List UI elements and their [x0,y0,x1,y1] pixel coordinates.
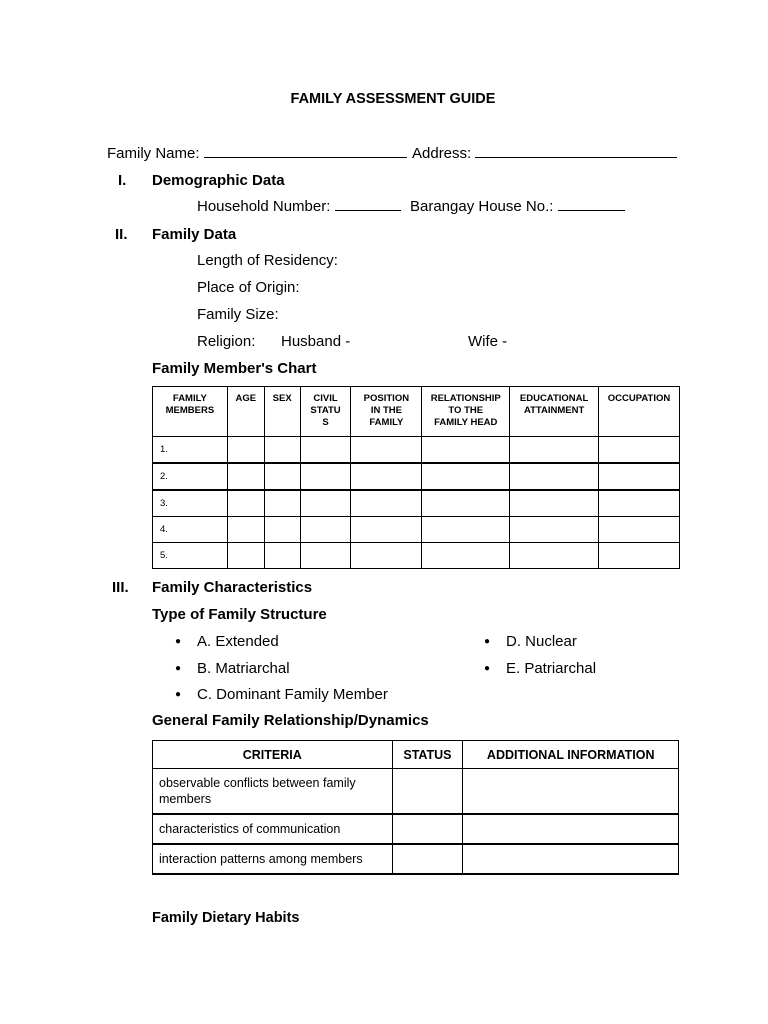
table-cell[interactable] [422,463,510,490]
table-cell[interactable] [351,543,422,569]
wife-label: Wife - [468,333,508,350]
dynamics-table [152,740,679,875]
header-status: STATUS [392,741,463,769]
header-family-members: FAMILY MEMBERS [153,387,228,437]
status-cell[interactable] [392,844,463,874]
table-row [153,543,680,569]
row-number: 5. [153,543,228,569]
table-cell[interactable] [227,463,264,490]
structure-option-nuclear: ● D. Nuclear [506,633,577,650]
household-row [197,198,401,215]
row-number: 3. [153,490,228,517]
page-title: FAMILY ASSESSMENT GUIDE [290,91,496,107]
row-number: 4. [153,517,228,543]
table-cell[interactable] [422,437,510,464]
family-members-chart-heading: Family Member's Chart [152,360,317,377]
family-name-row [107,145,407,162]
structure-option-matriarchal: ● B. Matriarchal [197,660,290,677]
barangay-field[interactable] [558,198,625,211]
table-cell[interactable] [510,463,599,490]
status-cell[interactable] [392,814,463,844]
section-2-numeral: II. [115,226,128,243]
table-row [153,517,680,543]
criteria-cell: characteristics of communication [153,814,393,844]
table-cell[interactable] [599,463,680,490]
header-age: AGE [227,387,264,437]
table-cell[interactable] [422,543,510,569]
table-cell[interactable] [300,543,351,569]
table-header-row [153,387,680,437]
table-cell[interactable] [300,517,351,543]
header-occupation: OCCUPATION [599,387,680,437]
family-members-table [152,386,680,569]
table-cell[interactable] [510,543,599,569]
table-row [153,490,680,517]
table-cell[interactable] [351,437,422,464]
table-cell[interactable] [264,517,300,543]
section-3-heading: Family Characteristics [152,579,313,596]
structure-option-extended: ● A. Extended [197,633,279,650]
husband-label: Husband - [281,333,351,350]
table-cell[interactable] [599,517,680,543]
table-row [153,463,680,490]
criteria-cell: observable conflicts between family members [153,769,393,815]
residency-label: Length of Residency: [197,252,338,269]
table-cell[interactable] [351,463,422,490]
table-cell[interactable] [510,490,599,517]
table-cell[interactable] [227,437,264,464]
additional-info-cell[interactable] [463,814,679,844]
dynamics-heading: General Family Relationship/Dynamics [152,712,429,729]
table-cell[interactable] [264,437,300,464]
table-row [153,437,680,464]
table-cell[interactable] [264,463,300,490]
header-education: EDUCATIONAL ATTAINMENT [510,387,599,437]
header-relationship: RELATIONSHIP TO THE FAMILY HEAD [422,387,510,437]
table-cell[interactable] [264,490,300,517]
table-cell[interactable] [351,490,422,517]
section-1-heading: Demographic Data [152,172,285,189]
family-name-field[interactable] [204,145,407,158]
additional-info-cell[interactable] [463,844,679,874]
religion-label: Religion: [197,333,256,350]
table-cell[interactable] [300,463,351,490]
table-cell[interactable] [351,517,422,543]
table-cell[interactable] [599,543,680,569]
address-row [412,145,677,162]
header-sex: SEX [264,387,300,437]
header-additional-info: ADDITIONAL INFORMATION [463,741,679,769]
table-cell[interactable] [510,437,599,464]
household-field[interactable] [335,198,401,211]
table-row [153,769,679,815]
row-number: 1. [153,437,228,464]
criteria-cell: interaction patterns among members [153,844,393,874]
dietary-habits-heading: Family Dietary Habits [152,910,300,926]
header-criteria: CRITERIA [153,741,393,769]
additional-info-cell[interactable] [463,769,679,815]
section-1-numeral: I. [118,172,127,189]
table-cell[interactable] [300,437,351,464]
address-field[interactable] [475,145,677,158]
row-number: 2. [153,463,228,490]
table-cell[interactable] [227,543,264,569]
header-civil-status: CIVIL STATU S [300,387,351,437]
barangay-label: Barangay House No.: [410,198,554,215]
table-cell[interactable] [422,517,510,543]
household-label: Household Number: [197,198,331,215]
origin-label: Place of Origin: [197,279,300,296]
structure-option-dominant: ● C. Dominant Family Member [197,686,388,703]
table-cell[interactable] [422,490,510,517]
family-structure-heading: Type of Family Structure [152,606,327,623]
table-row [153,844,679,874]
structure-option-patriarchal: ● E. Patriarchal [506,660,596,677]
table-cell[interactable] [599,437,680,464]
family-size-label: Family Size: [197,306,279,323]
status-cell[interactable] [392,769,463,815]
table-cell[interactable] [510,517,599,543]
table-cell[interactable] [300,490,351,517]
table-cell[interactable] [227,490,264,517]
section-3-numeral: III. [112,579,129,596]
table-cell[interactable] [264,543,300,569]
header-position: POSITION IN THE FAMILY [351,387,422,437]
address-label: Address: [412,145,472,162]
table-cell[interactable] [227,517,264,543]
table-cell[interactable] [599,490,680,517]
family-name-label: Family Name: [107,145,200,162]
table-header-row [153,741,679,769]
barangay-row [410,198,625,215]
section-2-heading: Family Data [152,226,237,243]
table-row [153,814,679,844]
